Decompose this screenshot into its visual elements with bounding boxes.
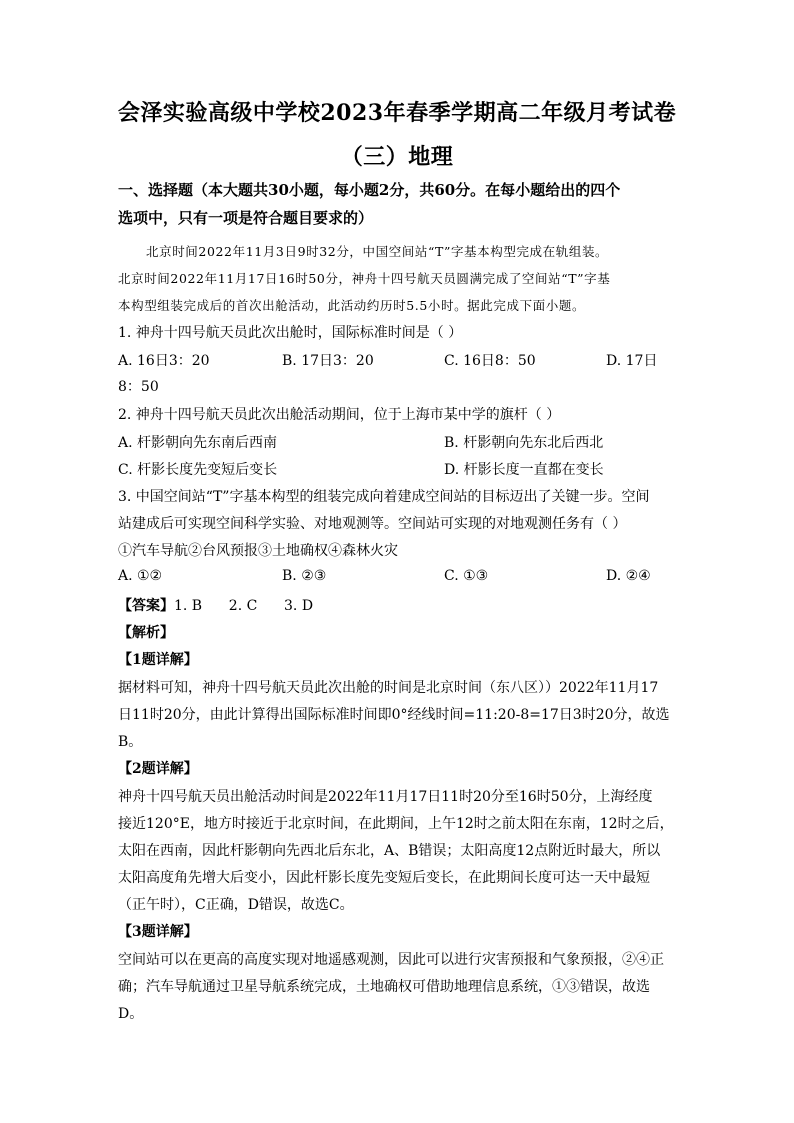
q3-stem-line1: 3. 中国空间站“T”字基本构型的组装完成向着建成空间站的目标迈出了关键一步。空间	[118, 489, 650, 505]
d3-label: 【3题详解】	[118, 924, 198, 940]
section-heading-line2: 选项中，只有一项是符合题目要求的）	[118, 209, 374, 227]
q2-option-a: A. 杆影朝向先东南后西南	[118, 435, 278, 451]
section-heading-line1: 一、选择题（本大题共30小题，每小题2分，共60分。在每小题给出的四个	[118, 181, 621, 199]
material-line3: 本构型组装完成后的首次出舱活动，此活动约历时5.5小时。据此完成下面小题。	[118, 298, 586, 313]
answer-row	[118, 596, 313, 616]
q1-option-c: C. 16日8：50	[444, 353, 536, 369]
q1-option-d-continued: 8：50	[118, 379, 159, 395]
d1-line2: 日11时20分，由此计算得出国际标准时间即0°经线时间=11:20-8=17日3时20分，故选	[118, 707, 670, 723]
q2-option-d: D. 杆影长度一直都在变长	[444, 462, 604, 478]
q1-option-d: D. 17日	[606, 353, 658, 369]
q2-option-c: C. 杆影长度先变短后变长	[118, 462, 278, 478]
q3-option-d: D. ②④	[606, 568, 651, 584]
q1-option-b: B. 17日3：20	[282, 353, 374, 369]
exam-subtitle: （三）地理	[340, 144, 454, 170]
d1-line3: B。	[118, 734, 143, 750]
q2-stem: 2. 神舟十四号航天员此次出舱活动期间，位于上海市某中学的旗杆（ ）	[118, 407, 561, 423]
q3-stem-line2: 站建成后可实现空间科学实验、对地观测等。空间站可实现的对地观测任务有（ ）	[118, 516, 627, 532]
answer-text: 1. B 2. C 3. D	[174, 598, 314, 614]
q2-option-b: B. 杆影朝向先东北后西北	[444, 435, 604, 451]
d2-line5: （正午时），C正确，D错误，故选C。	[118, 897, 354, 913]
analysis-label: 【解析】	[118, 625, 174, 641]
q3-option-a: A. ①②	[118, 568, 163, 584]
d2-line4: 太阳高度角先增大后变小，因此杆影长度先变短后变长，在此期间长度可达一天中最短	[118, 870, 650, 886]
d2-label: 【2题详解】	[118, 761, 198, 777]
answer-label: 【答案】	[118, 598, 174, 614]
d1-label: 【1题详解】	[118, 652, 198, 668]
exam-title: 会泽实验高级中学校2023年春季学期高二年级月考试卷	[117, 100, 677, 126]
d1-line1: 据材料可知，神舟十四号航天员此次出舱的时间是北京时间（东八区））2022年11月17	[118, 680, 659, 696]
q3-option-c: C. ①③	[444, 568, 489, 584]
material-line1: 北京时间2022年11月3日9时32分，中国空间站“T”字基本构型完成在轨组装。	[146, 244, 609, 259]
d2-line2: 接近120°E，地方时接近于北京时间，在此期间，上午12时之前太阳在东南，12时之后，	[118, 816, 674, 832]
d2-line3: 太阳在西南，因此杆影朝向先西北后东北，A、B错误；太阳高度12点附近时最大，所以	[118, 843, 661, 859]
d3-line1: 空间站可以在更高的高度实现对地遥感观测，因此可以进行灾害预报和气象预报，②④正	[118, 952, 664, 968]
d3-line3: D。	[118, 1006, 144, 1022]
q1-option-a: A. 16日3：20	[118, 353, 210, 369]
material-line2: 北京时间2022年11月17日16时50分，神舟十四号航天员圆满完成了空间站“T”字基	[118, 271, 611, 286]
d2-line1: 神舟十四号航天员出舱活动时间是2022年11月17日11时20分至16时50分，上海经度	[118, 789, 653, 805]
q3-option-b: B. ②③	[282, 568, 327, 584]
q3-items: ①汽车导航②台风预报③土地确权④森林火灾	[118, 543, 398, 559]
d3-line2: 确；汽车导航通过卫星导航系统完成，土地确权可借助地理信息系统，①③错误，故选	[118, 979, 650, 995]
q1-stem: 1. 神舟十四号航天员此次出舱时，国际标准时间是（ ）	[118, 325, 463, 341]
